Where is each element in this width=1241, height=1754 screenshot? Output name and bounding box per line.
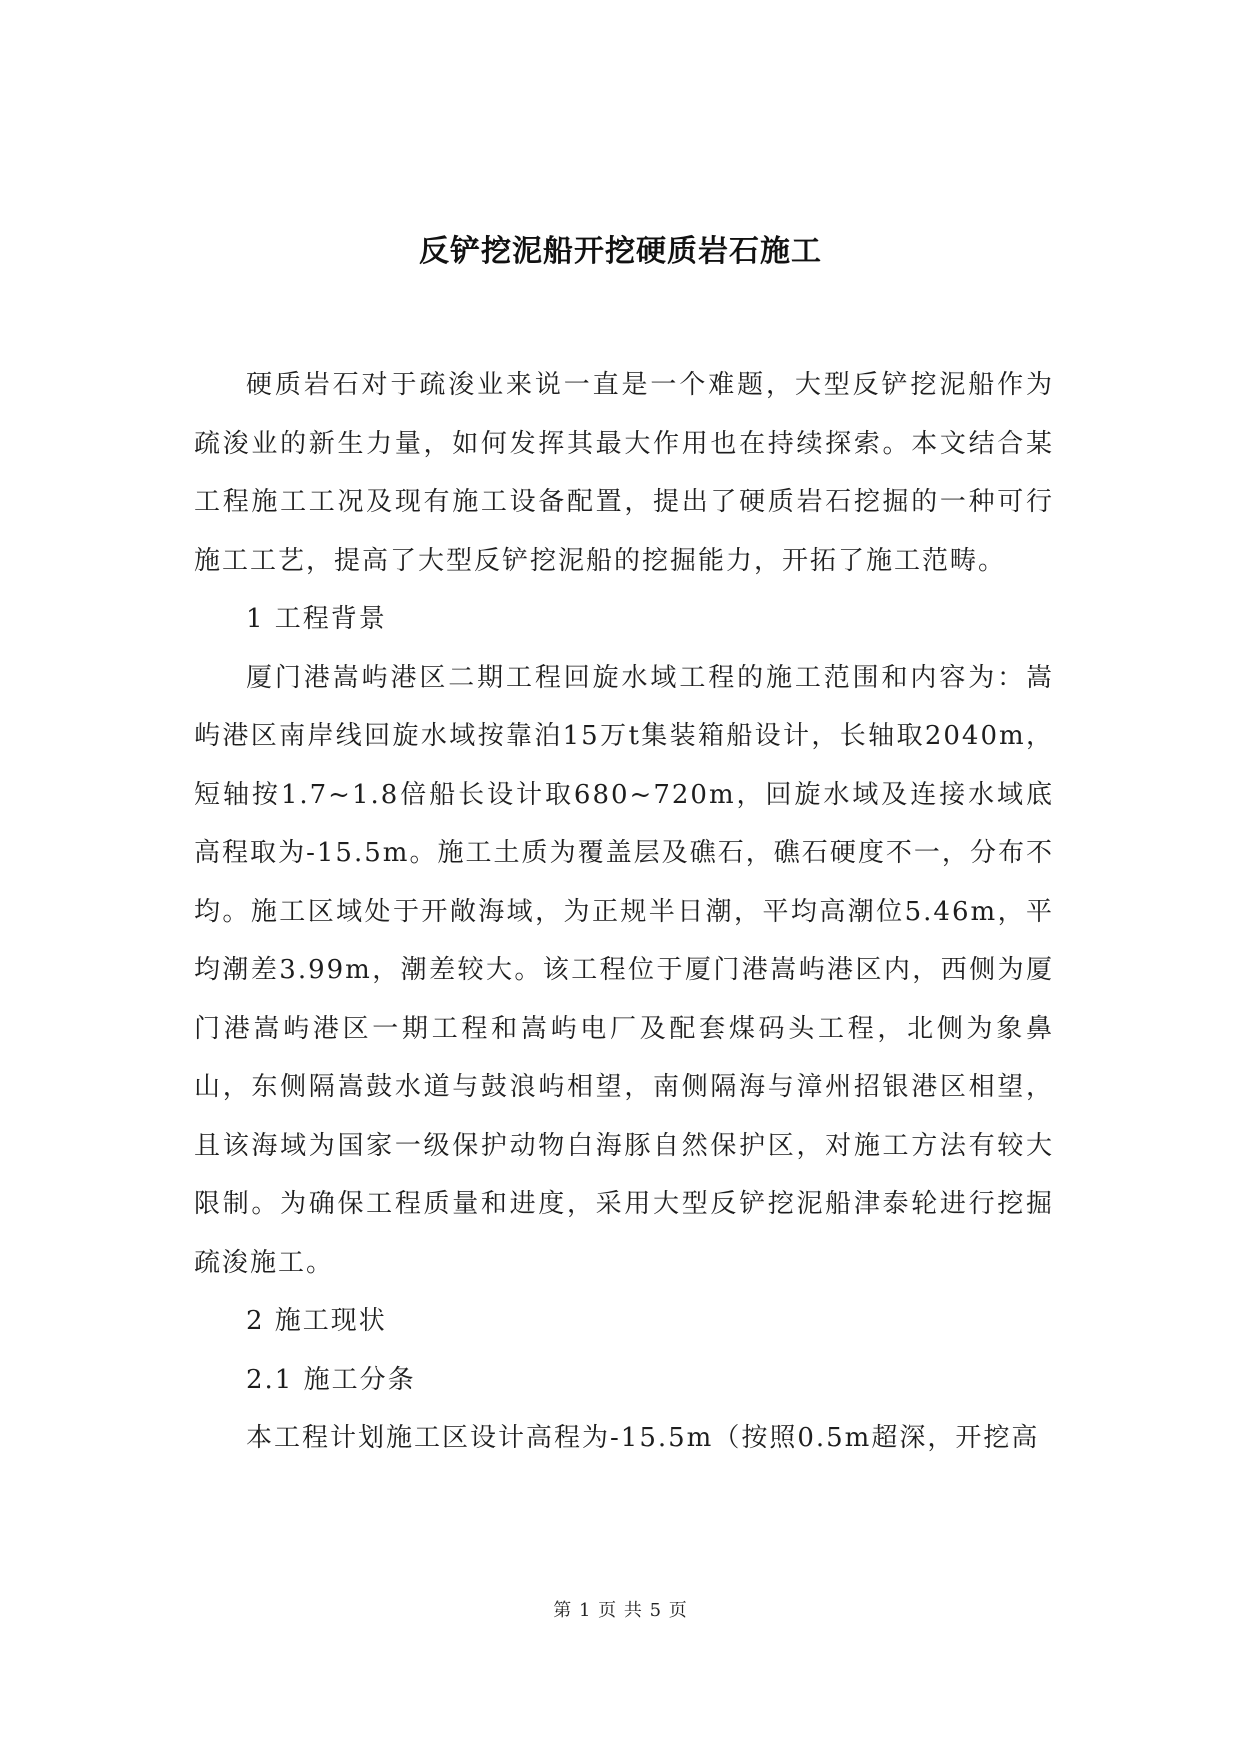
paragraph-division: 本工程计划施工区设计高程为-15.5m（按照0.5m超深，开挖高 [246, 1423, 1040, 1453]
subsection-heading-division: 2.1 施工分条 [246, 1364, 416, 1395]
page-footer: 第 1 页 共 5 页 [553, 1600, 688, 1621]
paragraph-intro: 硬质岩石对于疏浚业来说一直是一个难题，大型反铲挖泥船作为疏浚业的新生力量，如何发挥其最大作用也在持续探索。本文结合某工程施工工况及现有施工设备配置，提出了硬质岩石挖掘的一种可行施工工艺，提高了大型反铲挖泥船的挖掘能力，开拓了施工范畴。 [194, 370, 1054, 576]
document-body [194, 356, 1054, 1468]
section-heading-status: 2 施工现状 [246, 1306, 387, 1336]
document-title: 反铲挖泥船开挖硬质岩石施工 [419, 234, 822, 269]
paragraph-background: 厦门港嵩屿港区二期工程回旋水域工程的施工范围和内容为：嵩屿港区南岸线回旋水域按靠泊15万t集装箱船设计，长轴取2040m，短轴按1.7~1.8倍船长设计取680~720m，回旋水域及连接水域底高程取为-15.5m。施工土质为覆盖层及礁石，礁石硬度不一，分布不均。施工区域处于开敞海域，为正规半日潮，平均高潮位5.46m，平均潮差3.99m，潮差较大。该工程位于厦门港嵩屿港区内，西侧为厦门港嵩屿港区一期工程和嵩屿电厂及配套煤码头工程，北侧为象鼻山，东侧隔嵩鼓水道与鼓浪屿相望，南侧隔海与漳州招银港区相望，且该海域为国家一级保护动物白海豚自然保护区，对施工方法有较大限制。为确保工程质量和进度，采用大型反铲挖泥船津泰轮进行挖掘疏浚施工。 [194, 662, 1054, 1278]
section-heading-background: 1 工程背景 [246, 604, 387, 634]
